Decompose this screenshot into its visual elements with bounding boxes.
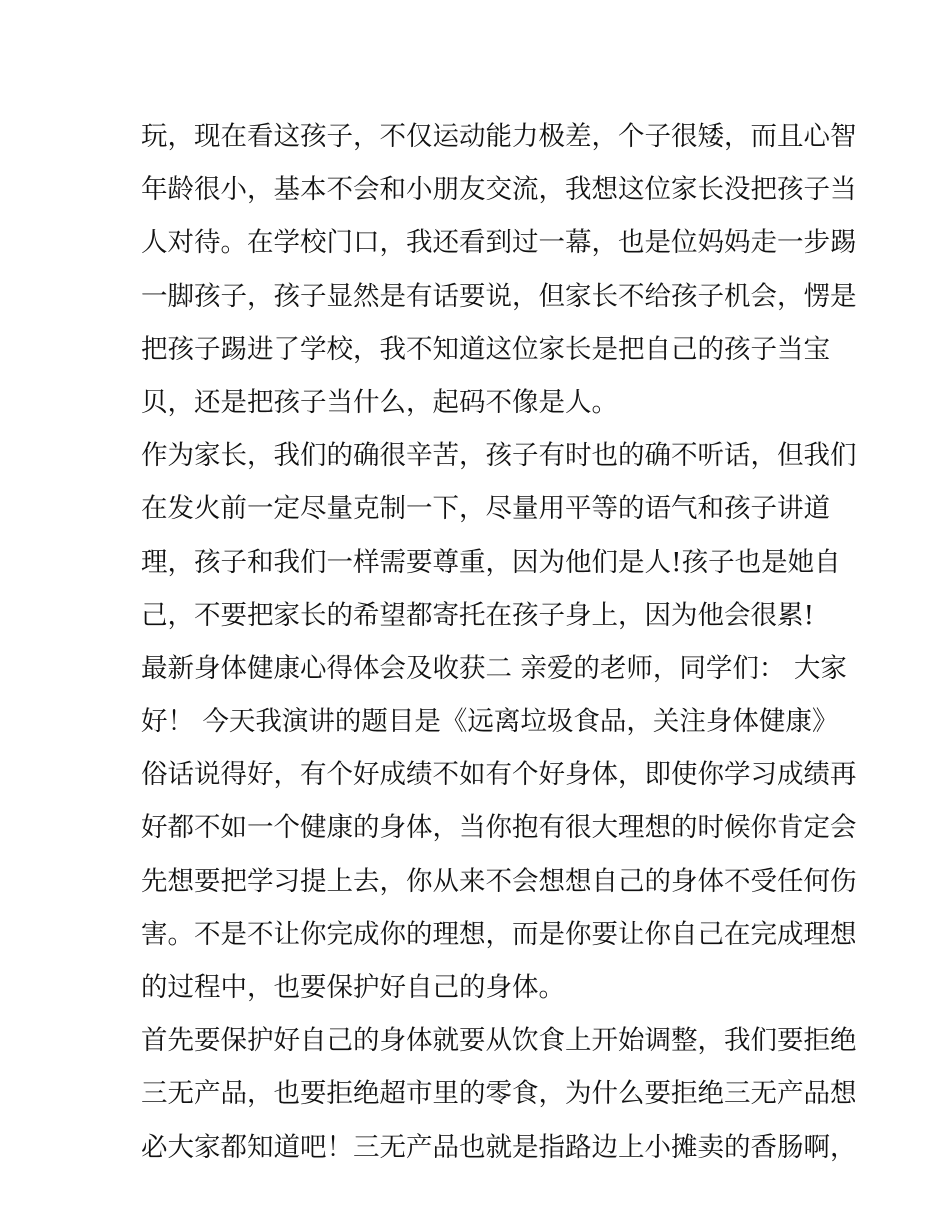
text-line: 俗话说得好，有个好成绩不如有个好身体，即使你学习成绩再 <box>141 759 857 791</box>
body-text <box>141 110 857 1174</box>
text-line: 必大家都知道吧！三无产品也就是指路边上小摊卖的香肠啊， <box>141 1131 857 1163</box>
text-line: 首先要保护好自己的身体就要从饮食上开始调整，我们要拒绝 <box>141 1025 857 1057</box>
text-line: 在发火前一定尽量克制一下，尽量用平等的语气和孩子讲道 <box>141 493 830 525</box>
text-line: 年龄很小，基本不会和小朋友交流，我想这位家长没把孩子当 <box>141 174 857 206</box>
text-line: 先想要把学习提上去，你从来不会想想自己的身体不受任何伤 <box>141 865 857 897</box>
text-line: 害。不是不让你完成你的理想，而是你要让你自己在完成理想 <box>141 918 857 950</box>
text-line: 把孩子踢进了学校，我不知道这位家长是把自己的孩子当宝 <box>141 333 830 365</box>
text-line: 三无产品，也要拒绝超市里的零食，为什么要拒绝三无产品想 <box>141 1078 857 1110</box>
text-line: 最新身体健康心得体会及收获二 亲爱的老师，同学们： 大家 <box>141 652 847 684</box>
text-line: 作为家长，我们的确很辛苦，孩子有时也的确不听话，但我们 <box>141 440 857 472</box>
text-line: 一脚孩子，孩子显然是有话要说，但家长不给孩子机会，愣是 <box>141 280 857 312</box>
text-line: 己，不要把家长的希望都寄托在孩子身上，因为他会很累! <box>141 599 815 631</box>
text-line: 人对待。在学校门口，我还看到过一幕，也是位妈妈走一步踢 <box>141 227 857 259</box>
text-line: 的过程中，也要保护好自己的身体。 <box>141 972 565 1003</box>
text-line: 贝，还是把孩子当什么，起码不像是人。 <box>141 386 618 418</box>
text-line: 好！ 今天我演讲的题目是《远离垃圾食品，关注身体健康》 <box>141 706 839 738</box>
text-line: 理，孩子和我们一样需要尊重，因为他们是人!孩子也是她自 <box>141 546 841 578</box>
text-line: 好都不如一个健康的身体，当你抱有很大理想的时候你肯定会 <box>141 812 857 844</box>
text-line: 玩，现在看这孩子，不仅运动能力极差，个子很矮，而且心智 <box>141 121 857 152</box>
